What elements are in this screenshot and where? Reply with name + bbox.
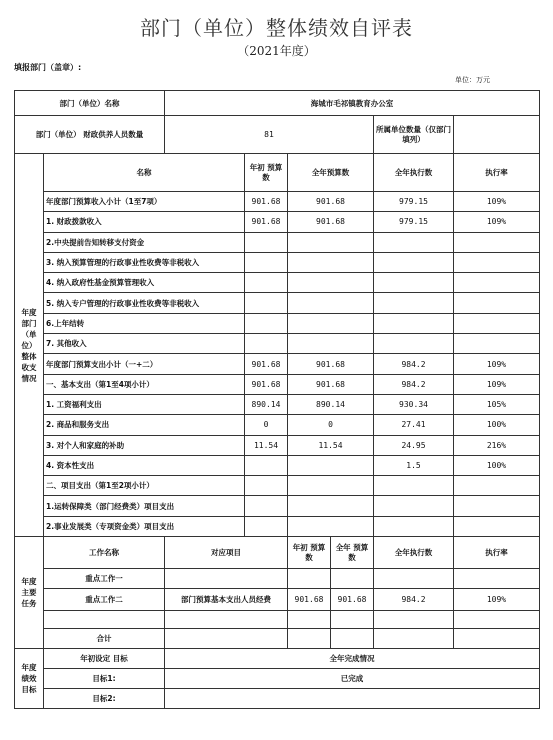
task-col-exec: 全年执行数 — [374, 537, 454, 569]
budget-item-annual: 901.68 — [288, 212, 374, 232]
task-rate — [454, 569, 540, 589]
budget-item-annual: 11.54 — [288, 435, 374, 455]
goal-header-row — [15, 649, 540, 669]
budget-row — [15, 476, 540, 496]
page-title: 部门（单位）整体绩效自评表 — [140, 16, 413, 40]
budget-item-initial: 901.68 — [245, 374, 288, 394]
budget-item-rate — [454, 516, 540, 536]
budget-item-rate — [454, 293, 540, 313]
task-name: 合计 — [44, 629, 165, 649]
task-exec — [374, 629, 454, 649]
budget-item-exec: 984.2 — [374, 374, 454, 394]
budget-item-rate — [454, 313, 540, 333]
budget-item-rate — [454, 232, 540, 252]
task-project — [165, 611, 288, 629]
task-rate — [454, 629, 540, 649]
performance-table — [14, 90, 540, 709]
budget-col-exec: 全年执行数 — [374, 154, 454, 192]
budget-item-annual — [288, 476, 374, 496]
budget-item-name: 二、项目支出（第1至2项小计） — [44, 476, 245, 496]
budget-row — [15, 354, 540, 374]
budget-item-initial — [245, 252, 288, 272]
task-col-project: 对应项目 — [165, 537, 288, 569]
budget-row — [15, 334, 540, 354]
budget-item-initial — [245, 273, 288, 293]
report-year: （2021年度） — [237, 44, 316, 58]
budget-item-exec: 27.41 — [374, 415, 454, 435]
task-initial — [288, 611, 331, 629]
budget-section-label: 年度部门（单位）整体收支情况 — [15, 154, 44, 537]
budget-item-name: 4. 资本性支出 — [44, 455, 245, 475]
goal-row — [15, 669, 540, 689]
budget-item-name: 1. 财政拨款收入 — [44, 212, 245, 232]
budget-item-initial — [245, 334, 288, 354]
budget-item-exec — [374, 273, 454, 293]
budget-item-annual — [288, 334, 374, 354]
budget-item-name: 7. 其他收入 — [44, 334, 245, 354]
goal-value: 已完成 — [165, 669, 540, 689]
budget-item-exec: 930.34 — [374, 394, 454, 414]
budget-row — [15, 455, 540, 475]
budget-item-annual — [288, 252, 374, 272]
budget-row — [15, 435, 540, 455]
filler-label: 填报部门（盖章）: — [14, 63, 82, 72]
budget-item-exec — [374, 313, 454, 333]
budget-col-name: 名称 — [44, 154, 245, 192]
task-exec — [374, 569, 454, 589]
budget-row — [15, 415, 540, 435]
budget-item-rate: 105% — [454, 394, 540, 414]
budget-item-name: 2. 商品和服务支出 — [44, 415, 245, 435]
budget-item-annual — [288, 496, 374, 516]
budget-item-initial: 901.68 — [245, 192, 288, 212]
budget-item-name: 3. 对个人和家庭的补助 — [44, 435, 245, 455]
staff-count-label: 部门（单位） 财政供养人员数量 — [15, 116, 165, 154]
budget-item-exec — [374, 293, 454, 313]
task-name: 重点工作二 — [44, 589, 165, 611]
budget-item-rate — [454, 273, 540, 293]
budget-row — [15, 313, 540, 333]
budget-item-name: 6.上年结转 — [44, 313, 245, 333]
budget-item-exec: 984.2 — [374, 354, 454, 374]
task-project — [165, 569, 288, 589]
budget-item-name: 年度部门预算收入小计（1至7项） — [44, 192, 245, 212]
budget-item-rate: 109% — [454, 374, 540, 394]
task-row — [15, 611, 540, 629]
budget-item-rate — [454, 252, 540, 272]
task-row — [15, 589, 540, 611]
budget-item-initial: 0 — [245, 415, 288, 435]
budget-item-initial: 901.68 — [245, 354, 288, 374]
budget-section — [15, 154, 540, 537]
task-col-name: 工作名称 — [44, 537, 165, 569]
task-annual: 901.68 — [331, 589, 374, 611]
budget-row — [15, 293, 540, 313]
budget-row — [15, 212, 540, 232]
task-rate: 109% — [454, 589, 540, 611]
budget-item-initial — [245, 455, 288, 475]
task-project — [165, 629, 288, 649]
budget-item-initial: 11.54 — [245, 435, 288, 455]
budget-item-name: 3. 纳入预算管理的行政事业性收费等非税收入 — [44, 252, 245, 272]
budget-item-annual — [288, 516, 374, 536]
task-annual — [331, 569, 374, 589]
budget-item-initial — [245, 516, 288, 536]
budget-item-rate — [454, 476, 540, 496]
task-col-rate: 执行率 — [454, 537, 540, 569]
task-project: 部门预算基本支出人员经费 — [165, 589, 288, 611]
task-exec: 984.2 — [374, 589, 454, 611]
goal-row — [15, 689, 540, 709]
task-row — [15, 569, 540, 589]
budget-row — [15, 394, 540, 414]
budget-item-name: 年度部门预算支出小计（一+二） — [44, 354, 245, 374]
budget-item-rate: 100% — [454, 455, 540, 475]
budget-item-name: 2.事业发展类（专项资金类）项目支出 — [44, 516, 245, 536]
budget-item-name: 2.中央提前告知转移支付资金 — [44, 232, 245, 252]
goal-label: 目标2: — [44, 689, 165, 709]
budget-item-name: 4. 纳入政府性基金预算管理收入 — [44, 273, 245, 293]
budget-item-annual — [288, 273, 374, 293]
task-annual — [331, 611, 374, 629]
budget-item-rate — [454, 334, 540, 354]
budget-item-annual — [288, 455, 374, 475]
budget-row — [15, 516, 540, 536]
budget-row — [15, 192, 540, 212]
budget-item-exec — [374, 516, 454, 536]
budget-item-initial — [245, 476, 288, 496]
info-section — [15, 91, 540, 154]
task-exec — [374, 611, 454, 629]
task-col-annual: 全年 预算数 — [331, 537, 374, 569]
budget-item-annual — [288, 232, 374, 252]
budget-item-rate: 216% — [454, 435, 540, 455]
budget-item-exec: 979.15 — [374, 192, 454, 212]
task-row — [15, 629, 540, 649]
budget-item-annual: 901.68 — [288, 354, 374, 374]
budget-header-row — [15, 154, 540, 192]
task-section-label: 年度主要任务 — [15, 537, 44, 649]
sub-unit-value — [454, 116, 540, 154]
budget-item-initial — [245, 232, 288, 252]
budget-item-exec: 1.5 — [374, 455, 454, 475]
budget-item-rate: 109% — [454, 354, 540, 374]
budget-item-name: 1.运转保障类（部门经费类）项目支出 — [44, 496, 245, 516]
budget-item-initial: 901.68 — [245, 212, 288, 232]
task-name: 重点工作一 — [44, 569, 165, 589]
dept-name-label: 部门（单位）名称 — [15, 91, 165, 116]
budget-item-name: 5. 纳入专户管理的行政事业性收费等非税收入 — [44, 293, 245, 313]
budget-item-initial — [245, 293, 288, 313]
budget-item-annual: 0 — [288, 415, 374, 435]
goal-value — [165, 689, 540, 709]
budget-item-exec: 24.95 — [374, 435, 454, 455]
budget-col-initial: 年初 预算数 — [245, 154, 288, 192]
staff-count-value: 81 — [165, 116, 374, 154]
goal-label: 目标1: — [44, 669, 165, 689]
budget-item-exec — [374, 496, 454, 516]
unit-label: 单位：万元 — [455, 76, 490, 84]
budget-item-rate — [454, 496, 540, 516]
task-annual — [331, 629, 374, 649]
budget-item-rate: 100% — [454, 415, 540, 435]
budget-item-initial: 890.14 — [245, 394, 288, 414]
budget-item-initial — [245, 496, 288, 516]
budget-item-annual: 901.68 — [288, 192, 374, 212]
budget-row — [15, 374, 540, 394]
budget-item-rate: 109% — [454, 212, 540, 232]
task-col-initial: 年初 预算数 — [288, 537, 331, 569]
goal-col-result: 全年完成情况 — [165, 649, 540, 669]
budget-row — [15, 232, 540, 252]
budget-item-exec: 979.15 — [374, 212, 454, 232]
budget-row — [15, 496, 540, 516]
budget-item-initial — [245, 313, 288, 333]
budget-item-name: 1. 工资福利支出 — [44, 394, 245, 414]
budget-item-annual — [288, 313, 374, 333]
budget-item-annual: 890.14 — [288, 394, 374, 414]
budget-item-annual — [288, 293, 374, 313]
budget-item-exec — [374, 232, 454, 252]
goal-section — [15, 649, 540, 709]
sub-unit-label: 所属单位数量（仅部门填列） — [374, 116, 454, 154]
budget-item-name: 一、基本支出（第1至4项小计） — [44, 374, 245, 394]
dept-name-value: 海城市毛祁镇教育办公室 — [165, 91, 540, 116]
budget-row — [15, 252, 540, 272]
task-section — [15, 537, 540, 649]
task-rate — [454, 611, 540, 629]
task-initial — [288, 629, 331, 649]
budget-row — [15, 273, 540, 293]
task-initial: 901.68 — [288, 589, 331, 611]
goal-section-label: 年度绩效目标 — [15, 649, 44, 709]
budget-col-annual: 全年预算数 — [288, 154, 374, 192]
budget-item-annual: 901.68 — [288, 374, 374, 394]
budget-item-exec — [374, 252, 454, 272]
budget-item-exec — [374, 334, 454, 354]
budget-item-exec — [374, 476, 454, 496]
goal-col-target: 年初设定 目标 — [44, 649, 165, 669]
budget-col-rate: 执行率 — [454, 154, 540, 192]
task-header-row — [15, 537, 540, 569]
task-initial — [288, 569, 331, 589]
budget-item-rate: 109% — [454, 192, 540, 212]
task-name — [44, 611, 165, 629]
